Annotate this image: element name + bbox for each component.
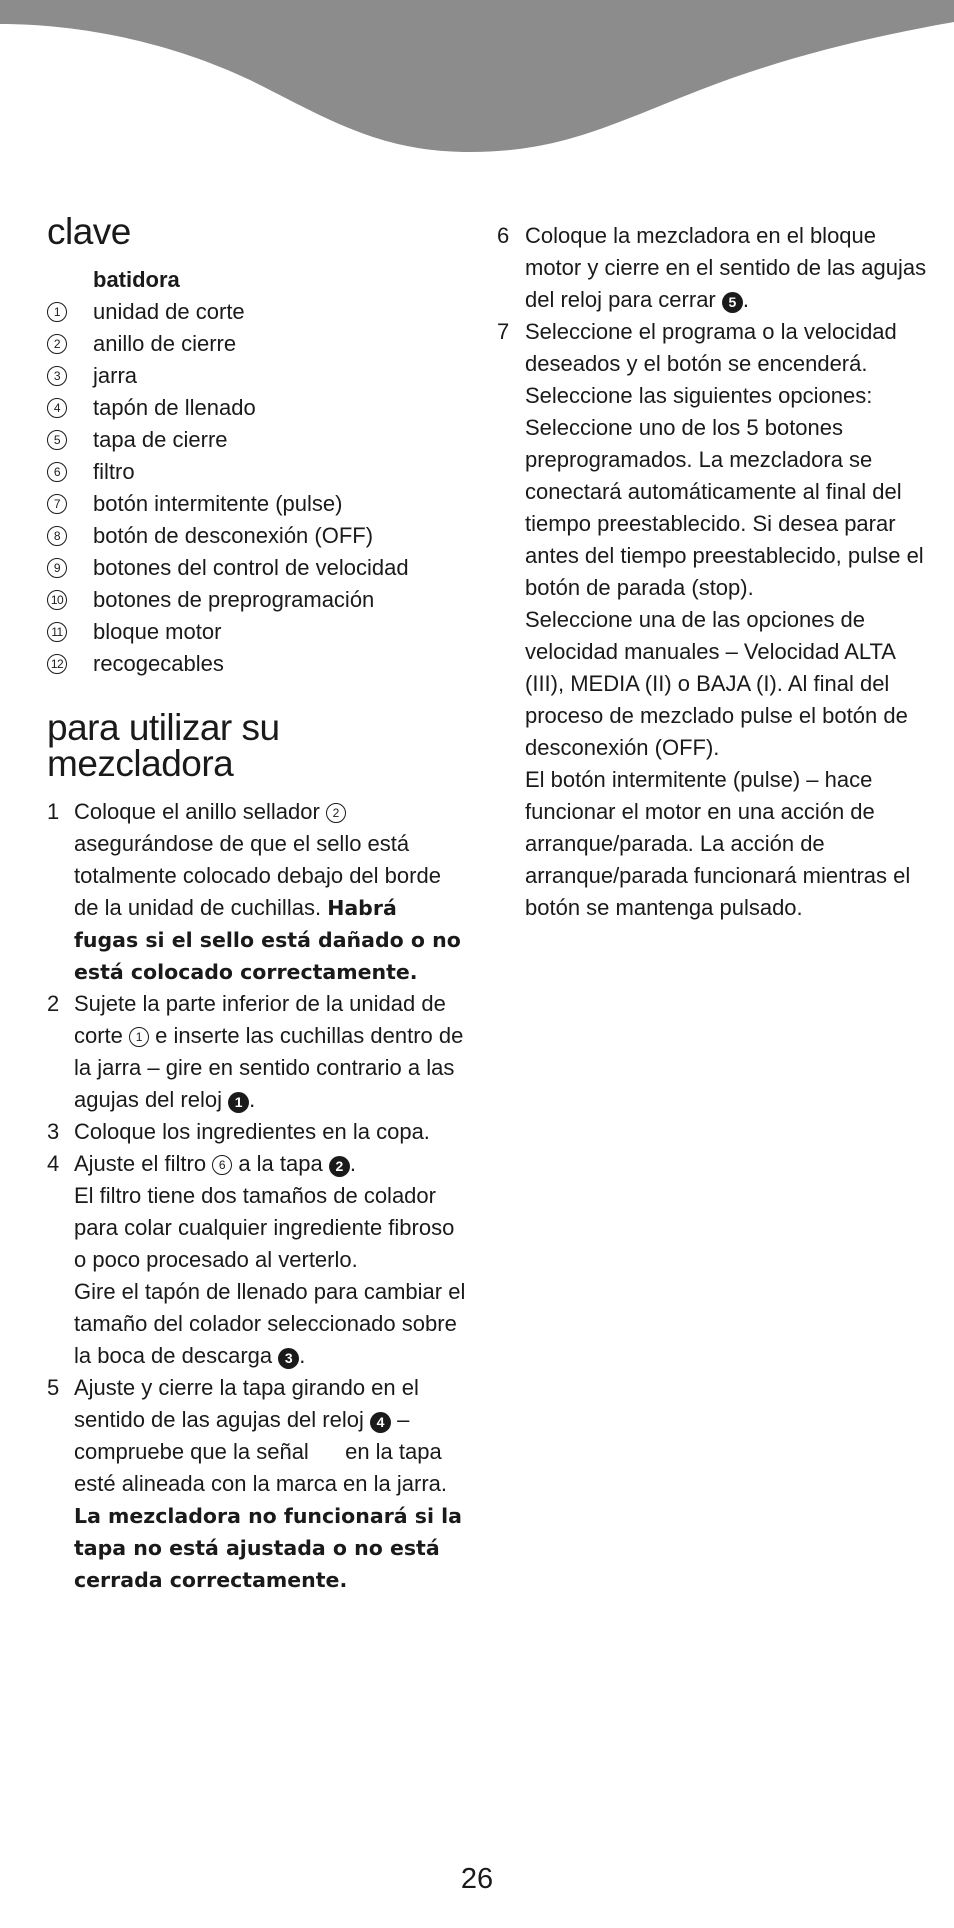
left-column <box>47 211 467 1596</box>
key-item <box>47 520 467 552</box>
key-item <box>47 392 467 424</box>
key-item <box>47 296 467 328</box>
key-item-label: bloque motor <box>93 619 222 644</box>
key-number-circle: 11 <box>47 622 67 642</box>
step-1-warning: Habrá fugas si el sello está dañado o no está colocado correctamente. <box>74 896 461 984</box>
key-item <box>47 424 467 456</box>
page-number: 26 <box>460 1863 494 1895</box>
key-item-label: tapón de llenado <box>93 395 256 420</box>
step-5-warning: La mezcladora no funcionará si la tapa no está ajustada o no está cerrada correctamente. <box>74 1504 462 1592</box>
key-number-circle: 8 <box>47 526 67 546</box>
usage-section <box>47 707 467 1596</box>
key-number-circle: 3 <box>47 366 67 386</box>
key-item-label: jarra <box>93 363 138 388</box>
key-title: clave <box>47 211 131 252</box>
key-number-circle: 9 <box>47 558 67 578</box>
figure-ref-badge: 5 <box>722 292 743 313</box>
figure-ref-badge: 4 <box>370 1412 391 1433</box>
parts-key-list <box>47 296 467 680</box>
key-number-circle: 7 <box>47 494 67 514</box>
figure-ref-badge: 3 <box>278 1348 299 1369</box>
key-item-label: botón intermitente (pulse) <box>93 491 343 516</box>
figure-ref-badge: 2 <box>329 1156 350 1177</box>
key-item-label: botones de preprogramación <box>93 587 375 612</box>
key-subtitle: batidora <box>93 267 180 292</box>
key-number-circle: 4 <box>47 398 67 418</box>
right-column <box>497 220 927 924</box>
step-4: 4 Ajuste el filtro 6 a la tapa 2 . El filtro tiene dos tamaños de colador para colar cualquier ingrediente fibroso o poco procesado al verterlo. Gire el tapón de llenado para cambiar el tamaño del colador seleccionado sobre la boca de descarga 3 . <box>47 1151 466 1368</box>
key-item-label: botones del control de velocidad <box>93 555 409 580</box>
step-3: 3 Coloque los ingredientes en la copa. <box>47 1119 430 1144</box>
step-6: 6 Coloque la mezcladora en el bloque motor y cierre en el sentido de las agujas del reloj para cerrar 5 . <box>497 223 927 312</box>
part-ref-circle: 2 <box>326 803 346 823</box>
key-item <box>47 616 467 648</box>
usage-steps-right <box>497 220 927 924</box>
figure-ref-badge: 1 <box>228 1092 249 1113</box>
key-item <box>47 584 467 616</box>
step-2: 2 Sujete la parte inferior de la unidad de corte 1 e inserte las cuchillas dentro de la jarra – gire en sentido contrario a las agujas del reloj 1 . <box>47 991 464 1112</box>
key-number-circle: 1 <box>47 302 67 322</box>
key-item-label: recogecables <box>93 651 224 676</box>
part-ref-circle: 1 <box>129 1027 149 1047</box>
key-item-label: filtro <box>93 459 135 484</box>
step-5: 5 Ajuste y cierre la tapa girando en el sentido de las agujas del reloj 4 – compruebe que la señal en la tapa esté alineada con la marca en la jarra. La mezcladora no funcionará si la tapa no está ajustada o no está cerrada correctamente. <box>47 1375 462 1592</box>
key-number-circle: 6 <box>47 462 67 482</box>
key-item-label: unidad de corte <box>93 299 245 324</box>
key-item <box>47 360 467 392</box>
usage-steps-left <box>47 796 467 1596</box>
key-item <box>47 328 467 360</box>
step-7: 7 Seleccione el programa o la velocidad deseados y el botón se encenderá. Seleccione las siguientes opciones: Seleccione uno de los 5 botones preprogramados. La mezcladora se conectará automáticamente al final del tiempo preestablecido. Si desea parar antes del tiempo preestablecido, pulse el botón de parada (stop). Seleccione una de las opciones de velocidad manuales – Velocidad ALTA (III), MEDIA (II) o BAJA (I). Al final del proceso de mezclado pulse el botón de desconexión (OFF). El botón intermitente (pulse) – hace funcionar el motor en una acción de arranque/parada. La acción de arranque/parada funcionará mientras el botón se mantenga pulsado. <box>497 319 924 920</box>
header-wave-decoration <box>0 0 954 160</box>
key-item <box>47 552 467 584</box>
key-number-circle: 2 <box>47 334 67 354</box>
key-item <box>47 648 467 680</box>
key-item-label: anillo de cierre <box>93 331 237 356</box>
key-item-label: tapa de cierre <box>93 427 228 452</box>
key-number-circle: 12 <box>47 654 67 674</box>
step-1: 1 Coloque el anillo sellador 2 asegurándose de que el sello está totalmente colocado debajo del borde de la unidad de cuchillas. Habrá fugas si el sello está dañado o no está colocado correctamente. <box>47 799 461 984</box>
usage-title: para utilizar su mezcladora <box>47 707 280 784</box>
key-number-circle: 10 <box>47 590 67 610</box>
key-number-circle: 5 <box>47 430 67 450</box>
part-ref-circle: 6 <box>212 1155 232 1175</box>
key-item <box>47 488 467 520</box>
key-item <box>47 456 467 488</box>
key-item-label: botón de desconexión (OFF) <box>93 523 374 548</box>
